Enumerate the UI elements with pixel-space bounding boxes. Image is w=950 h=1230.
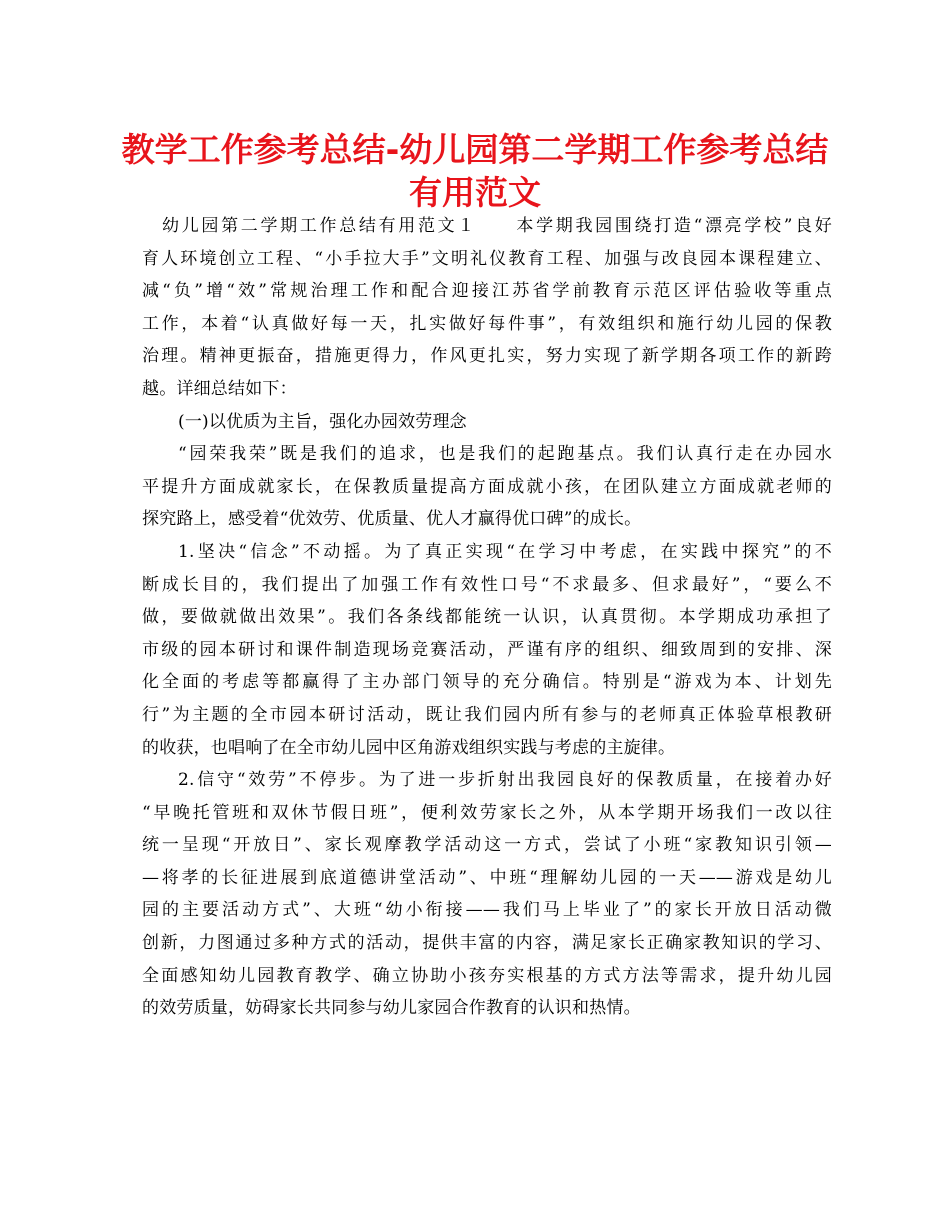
text-line: 的收获，也唱响了在全市幼儿园中区角游戏组织实践与考虑的主旋律。: [142, 737, 676, 758]
text-line: 探究路上，感受着“优效劳、优质量、优人才赢得优口碑”的成长。: [142, 509, 642, 530]
text-line: 越。详细总结如下：: [142, 378, 297, 399]
text-line: 统一呈现“开放日”、家长观摩教学活动这一方式，尝试了小班“家教知识引领—: [142, 835, 832, 856]
text-line: 育人环境创立工程、“小手拉大手”文明礼仪教育工程、加强与改良园本课程建立、: [142, 248, 832, 269]
text-line: 减“负”增“效”常规治理工作和配合迎接江苏省学前教育示范区评估验收等重点: [142, 281, 832, 302]
paragraph: [142, 764, 832, 1025]
section-heading: [142, 406, 832, 439]
text-line: 化全面的考虑等都赢得了主办部门领导的充分确信。特别是“游戏为本、计划先: [142, 672, 832, 693]
text-line: “园荣我荣”既是我们的追求，也是我们的起跑基点。我们认真行走在办园水: [178, 444, 832, 465]
text-line: 2.信守“效劳”不停步。为了进一步折射出我园良好的保教质量，在接着办好: [178, 770, 832, 791]
paragraph-intro: [142, 210, 832, 406]
document-title-line-1: 教学工作参考总结-幼儿园第二学期工作参考总结: [121, 130, 829, 169]
text-line: 行”为主题的全市园本研讨活动，既让我们园内所有参与的老师真正体验草根教研: [142, 704, 832, 725]
text-line: 工作，本着“认真做好每一天，扎实做好每件事”，有效组织和施行幼儿园的保教: [142, 313, 832, 334]
text-line: “早晚托管班和双休节假日班”，便利效劳家长之外，从本学期开场我们一改以往: [142, 802, 832, 823]
text-line: —将孝的长征进展到底道德讲堂活动”、中班“理解幼儿园的一天——游戏是幼儿: [142, 867, 832, 888]
text-line: 全面感知幼儿园教育教学、确立协助小孩夯实根基的方式方法等需求，提升幼儿园: [142, 965, 832, 986]
text-line: 幼儿园第二学期工作总结有用范文１ 本学期我园围绕打造“漂亮学校”良好: [162, 216, 832, 236]
text-line: 平提升方面成就家长，在保教质量提高方面成就小孩，在团队建立方面成就老师的: [142, 476, 832, 497]
text-line: 治理。精神更振奋，措施更得力，作风更扎实，努力实现了新学期各项工作的新跨: [142, 346, 832, 367]
text-line: 1.坚决“信念”不动摇。为了真正实现“在学习中考虑，在实践中探究”的不: [178, 541, 832, 562]
text-line: 市级的园本研讨和课件制造现场竞赛活动，严谨有序的组织、细致周到的安排、深: [142, 639, 832, 660]
paragraph: [142, 438, 832, 536]
text-line: 园的主要活动方式”、大班“幼小衔接——我们马上毕业了”的家长开放日活动微: [142, 900, 832, 921]
paragraph: [142, 536, 832, 764]
text-line: (一)以优质为主旨，强化办园效劳理念: [178, 411, 467, 432]
text-line: 创新，力图通过多种方式的活动，提供丰富的内容，满足家长正确家教知识的学习、: [142, 933, 832, 954]
document-title-line-2: 有用范文: [409, 173, 541, 212]
text-line: 断成长目的，我们提出了加强工作有效性口号“不求最多、但求最好”，“要么不: [142, 574, 832, 595]
text-line: 做，要做就做出效果”。我们各条线都能统一认识，认真贯彻。本学期成功承担了: [142, 607, 832, 628]
text-line: 的效劳质量，妨碍家长共同参与幼儿家园合作教育的认识和热情。: [142, 998, 641, 1019]
document-body: [142, 210, 832, 1025]
